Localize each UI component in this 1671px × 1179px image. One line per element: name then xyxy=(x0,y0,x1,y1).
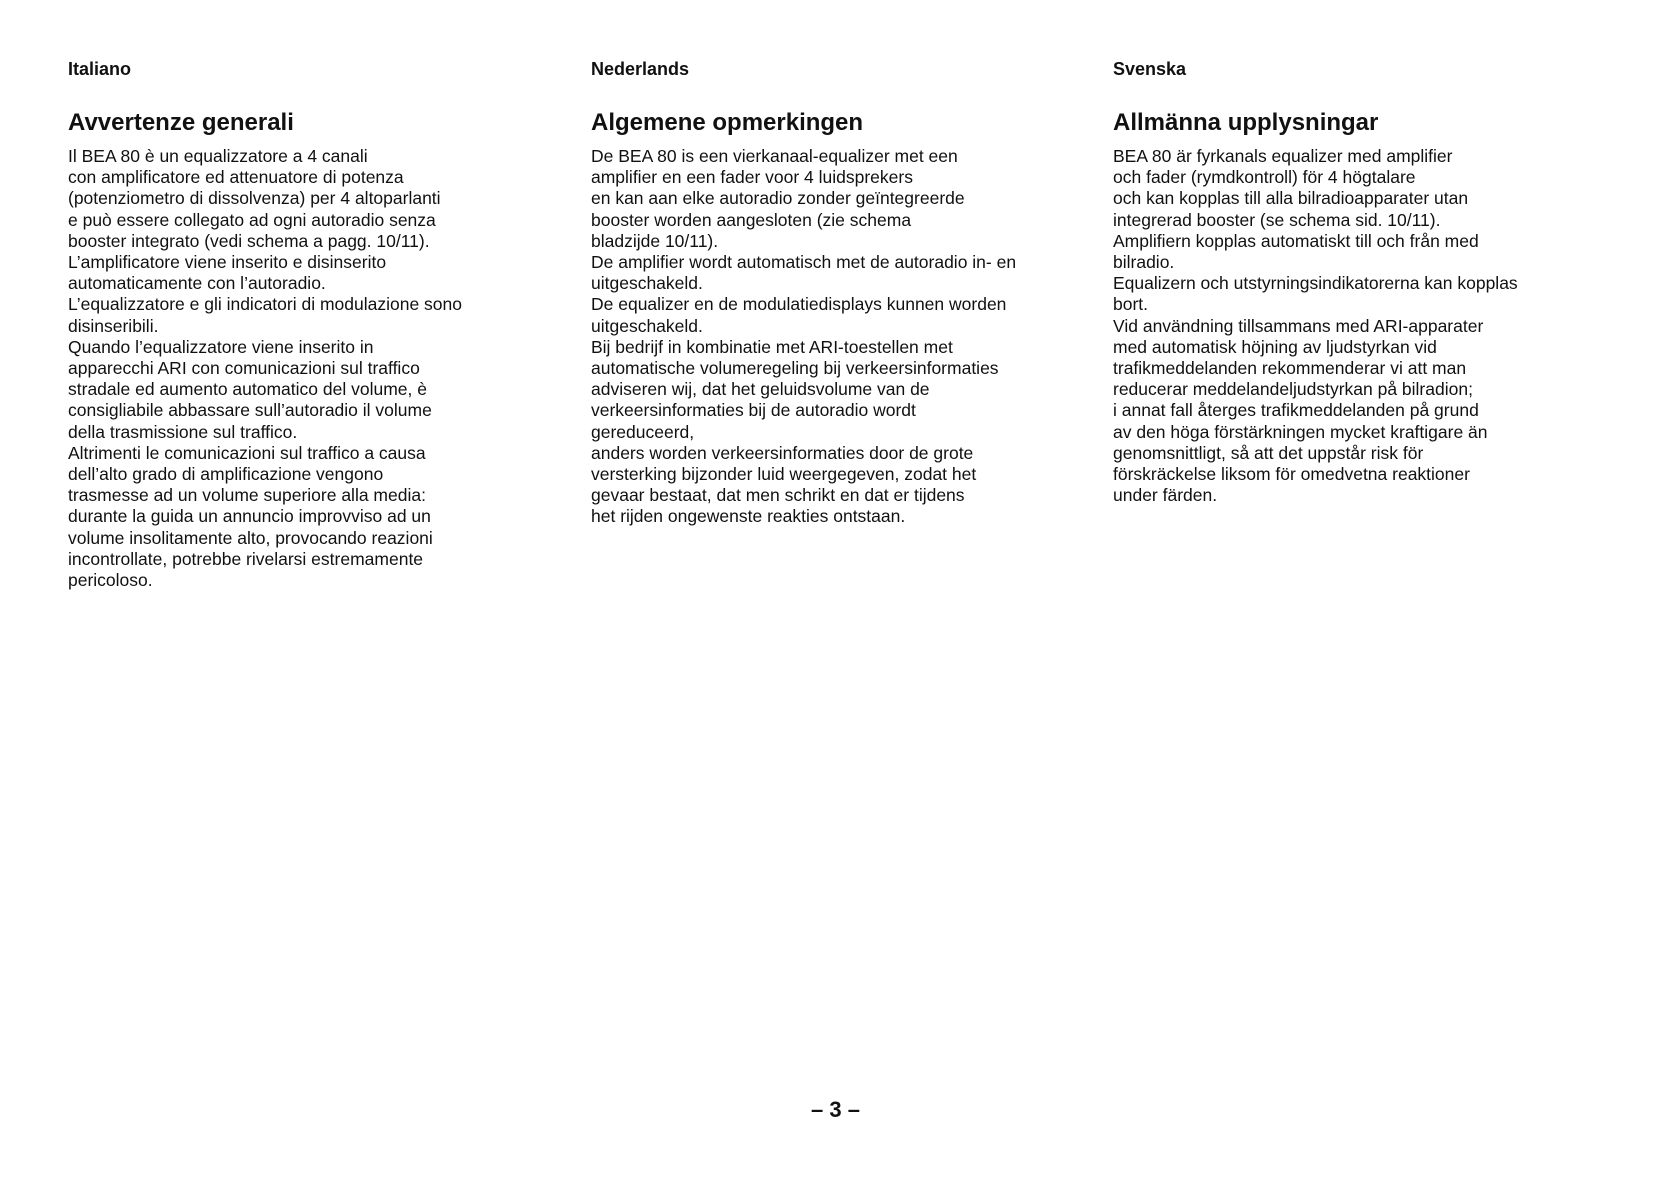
text-line: i annat fall återges trafikmeddelanden på grund xyxy=(1113,400,1479,421)
text-line: De BEA 80 is een vierkanaal-equalizer met een xyxy=(591,146,958,166)
text-line: uitgeschakeld. xyxy=(591,273,703,294)
text-line: Amplifiern kopplas automatiskt till och från med xyxy=(1113,230,1479,251)
text-line: Bij bedrijf in kombinatie met ARI-toestellen met xyxy=(591,336,953,357)
text-line: stradale ed aumento automatico del volume, è xyxy=(68,379,427,400)
text-line: med automatisk höjning av ljudstyrkan vid xyxy=(1113,336,1437,357)
text-line: De amplifier wordt automatisch met de autoradio in- en xyxy=(591,252,1017,273)
text-line: bort. xyxy=(1113,294,1149,315)
text-line: het rijden ongewenste reakties ontstaan. xyxy=(591,506,906,527)
text-line: Altrimenti le comunicazioni sul traffico a causa xyxy=(68,442,426,463)
text-line: förskräckelse liksom för omedvetna reaktioner xyxy=(1113,464,1470,485)
text-line: Quando l’equalizzatore viene inserito in xyxy=(68,336,374,357)
section-title: Algemene opmerkingen xyxy=(591,109,864,136)
text-line: trafikmeddelanden rekommenderar vi att man xyxy=(1113,358,1467,379)
text-line: automaticamente con l’autoradio. xyxy=(68,273,326,294)
text-line: dell’alto grado di amplificazione vengono xyxy=(68,464,384,485)
text-line: genomsnittligt, så att det uppstår risk för xyxy=(1113,442,1424,463)
text-line: en kan aan elke autoradio zonder geïntegreerde xyxy=(591,188,965,209)
text-line: con amplificatore ed attenuatore di potenza xyxy=(68,167,404,188)
text-line: och fader (rymdkontroll) för 4 högtalare xyxy=(1113,167,1416,188)
text-line: integrerad booster (se schema sid. 10/11). xyxy=(1113,209,1441,230)
text-line: De equalizer en de modulatiedisplays kunnen worden xyxy=(591,294,1007,315)
text-line: Vid användning tillsammans med ARI-apparater xyxy=(1113,315,1484,336)
text-line: versterking bijzonder luid weergegeven, zodat het xyxy=(591,464,977,485)
text-line: disinseribili. xyxy=(68,315,159,336)
language-heading: Svenska xyxy=(1113,59,1187,79)
column-nederlands xyxy=(591,58,1081,528)
text-line: durante la guida un annuncio improvviso ad un xyxy=(68,506,431,527)
text-line: L’amplificatore viene inserito e disinserito xyxy=(68,252,387,273)
text-line: amplifier en een fader voor 4 luidsprekers xyxy=(591,167,913,188)
section-title: Avvertenze generali xyxy=(68,109,294,136)
text-line: verkeersinformaties bij de autoradio wordt xyxy=(591,400,916,421)
text-line: consigliabile abbassare sull’autoradio il volume xyxy=(68,400,432,421)
text-line: (potenziometro di dissolvenza) per 4 altoparlanti xyxy=(68,188,441,209)
text-line: gereduceerd, xyxy=(591,421,695,442)
section-title: Allmänna upplysningar xyxy=(1113,109,1379,136)
column-italiano xyxy=(68,58,558,591)
text-line: bilradio. xyxy=(1113,252,1175,273)
body-paragraph xyxy=(68,146,558,591)
text-line: uitgeschakeld. xyxy=(591,315,703,336)
text-line: och kan kopplas till alla bilradioapparater utan xyxy=(1113,188,1469,209)
language-heading: Italiano xyxy=(68,59,132,79)
text-line: apparecchi ARI con comunicazioni sul traffico xyxy=(68,358,420,379)
text-line: under färden. xyxy=(1113,485,1218,506)
text-line: Il BEA 80 è un equalizzatore a 4 canali xyxy=(68,146,368,166)
text-line: bladzijde 10/11). xyxy=(591,230,719,251)
page-number: – 3 – xyxy=(811,1097,860,1122)
text-line: anders worden verkeersinformaties door de grote xyxy=(591,442,974,463)
text-line: e può essere collegato ad ogni autoradio senza xyxy=(68,209,436,230)
text-line: booster worden aangesloten (zie schema xyxy=(591,209,912,230)
text-line: della trasmissione sul traffico. xyxy=(68,421,298,442)
text-line: pericoloso. xyxy=(68,570,153,591)
language-heading: Nederlands xyxy=(591,59,690,79)
text-line: BEA 80 är fyrkanals equalizer med amplifier xyxy=(1113,146,1453,166)
text-line: volume insolitamente alto, provocando reazioni xyxy=(68,527,433,548)
text-line: gevaar bestaat, dat men schrikt en dat er tijdens xyxy=(591,485,965,506)
text-line: booster integrato (vedi schema a pagg. 10/11). xyxy=(68,230,430,251)
column-svenska xyxy=(1113,58,1603,506)
text-line: incontrollate, potrebbe rivelarsi estremamente xyxy=(68,548,424,569)
text-line: L’equalizzatore e gli indicatori di modulazione sono xyxy=(68,294,462,315)
text-line: trasmesse ad un volume superiore alla media: xyxy=(68,485,426,506)
text-line: Equalizern och utstyrningsindikatorerna kan kopplas xyxy=(1113,273,1518,294)
body-paragraph xyxy=(1113,146,1603,506)
text-line: reducerar meddelandeljudstyrkan på bilradion; xyxy=(1113,379,1473,400)
text-line: av den höga förstärkningen mycket kraftigare än xyxy=(1113,421,1488,442)
text-line: automatische volumeregeling bij verkeersinformaties xyxy=(591,358,999,379)
text-line: adviseren wij, dat het geluidsvolume van de xyxy=(591,379,930,400)
body-paragraph xyxy=(591,146,1081,528)
